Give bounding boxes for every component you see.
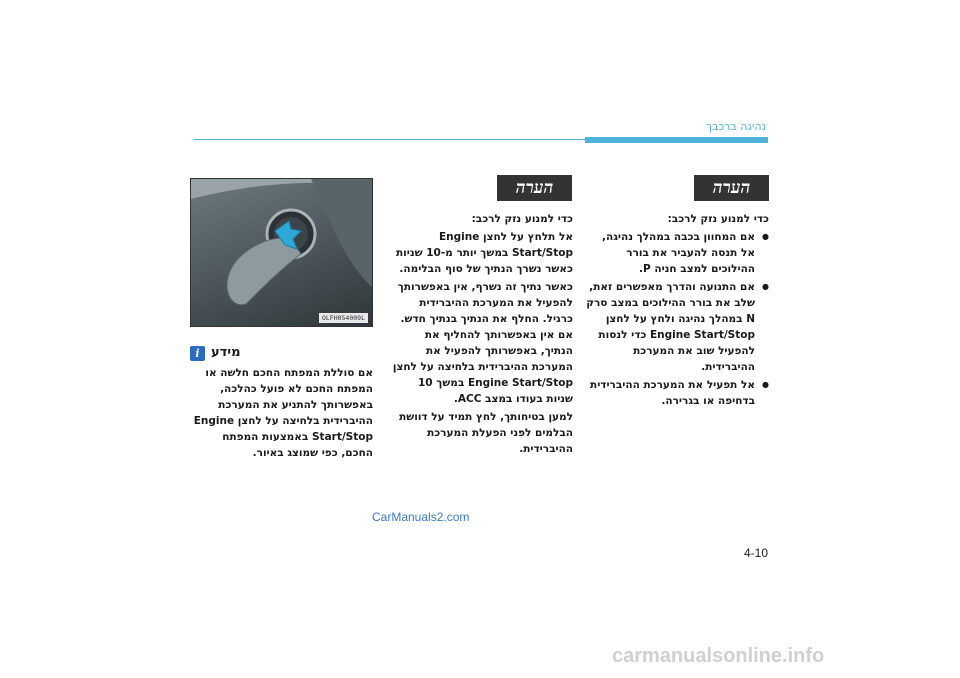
info-column bbox=[190, 345, 373, 463]
engine-start-button-photo bbox=[190, 178, 373, 327]
note-bullet: ● אל תפעיל את המערכת ההיברידית בדחיפה או בגרירה. bbox=[585, 377, 769, 409]
note-paragraph: אל תלחץ על לחצן Engine Start/Stop במשך יותר מ-10 שניות כאשר נשרך הנתיך של סוף הבלימה. bbox=[395, 231, 573, 275]
site-watermark: carmanualsonline.info bbox=[612, 645, 825, 667]
info-text: אם סוללת המפתח החכם חלשה או המפתח החכם לא פועל כהלכה, באפשרותך להתניע את המערכת ההיברידית בלחיצה על לחצן Engine Start/Stop באמצעות המפתח החכם, כפי שמוצג באיור. bbox=[193, 367, 373, 459]
note-bullet: ● אם המחוון בכבה במהלך נהיגה, אל תנסה להעביר את בורר ההילוכים למצב חניה P. bbox=[585, 229, 769, 277]
page-number: 4-10 bbox=[744, 546, 769, 560]
note-intro: כדי למנוע נזק לרכב: bbox=[471, 213, 573, 225]
note-badge-middle: הערה bbox=[497, 175, 572, 201]
header-accent-bar bbox=[585, 137, 768, 143]
note-intro: כדי למנוע נזק לרכב: bbox=[667, 213, 769, 225]
section-title: נהיגה ברכבך bbox=[706, 120, 766, 133]
photo-caption: OLFH054009L bbox=[319, 313, 368, 323]
start-button-illustration bbox=[191, 179, 373, 327]
note-column-middle bbox=[390, 211, 573, 459]
info-heading bbox=[190, 345, 373, 361]
watermark-link[interactable]: CarManuals2.com bbox=[372, 510, 470, 524]
note-column-right bbox=[585, 211, 769, 411]
note-paragraph: למען בטיחותך, לחץ תמיד על דוושת הבלמים לפני הפעלת המערכת ההיברידית. bbox=[399, 411, 573, 455]
note-badge-right: הערה bbox=[694, 175, 769, 201]
info-icon: i bbox=[190, 346, 205, 361]
info-title: מידע bbox=[211, 345, 241, 360]
note-paragraph: כאשר נתיך זה נשרף, אין באפשרותך להפעיל את המערכת ההיברידית כרגיל. החלף את הנתיך בנתיך חדש. אם אין באפשרותך להחליף את הנתיך, באפשרותך להפעיל את המערכת ההיברידית בלחיצה על לחצן Engine Start/Stop במשך 10 שניות בעודו במצב ACC. bbox=[392, 281, 573, 405]
note-bullet: ● אם התנועה והדרך מאפשרים זאת, שלב את בורר ההילוכים במצב סרק N במהלך נהיגה ולחץ על לחצן Engine Start/Stop כדי לנסות להפעיל שוב את המערכת ההיברידית. bbox=[585, 279, 769, 375]
